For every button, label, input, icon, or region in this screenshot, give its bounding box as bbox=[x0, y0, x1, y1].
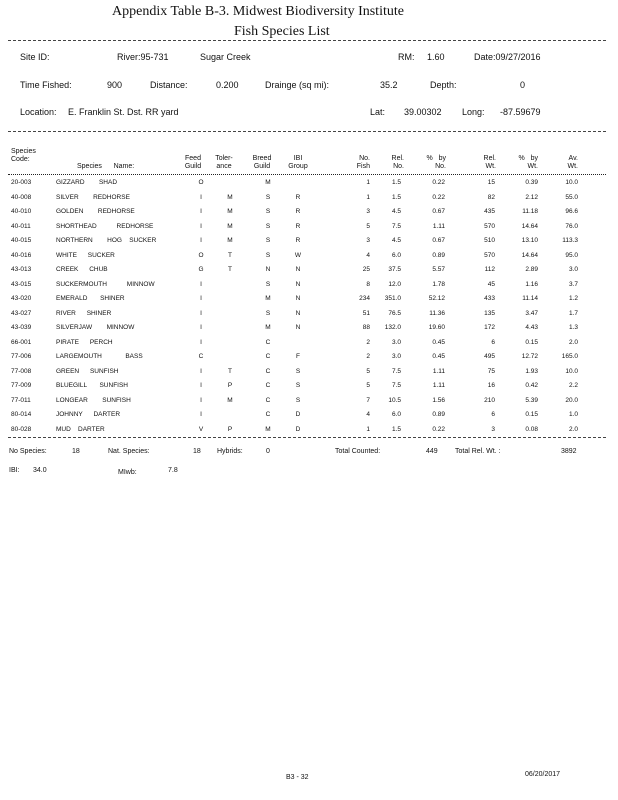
cell-relwt: 510 bbox=[484, 237, 495, 244]
cell-relwt: 210 bbox=[484, 396, 495, 404]
cell-feed: I bbox=[200, 396, 202, 404]
cell-feed: C bbox=[198, 353, 204, 360]
cell-ibi: D bbox=[295, 411, 301, 418]
header-species-code: Species Code: bbox=[11, 148, 36, 163]
cell-ibi: N bbox=[295, 295, 301, 302]
header-pct-wt: % by Wt. bbox=[518, 155, 538, 170]
cell-tol: T bbox=[228, 266, 232, 273]
cell-code: 80-014 bbox=[11, 411, 32, 418]
table-row bbox=[0, 206, 618, 217]
cell-relno: 6.0 bbox=[391, 251, 401, 259]
site-divider bbox=[8, 131, 606, 132]
cell-pctwt: 0.42 bbox=[525, 382, 538, 389]
page-number: B3 - 32 bbox=[286, 774, 309, 781]
cell-pctno: 0.22 bbox=[432, 179, 445, 186]
cell-avwt: 95.0 bbox=[565, 251, 578, 259]
cell-relwt: 172 bbox=[484, 324, 495, 331]
cell-ibi: F bbox=[296, 353, 300, 360]
cell-tol: M bbox=[227, 222, 233, 230]
cell-nofish: 8 bbox=[366, 280, 370, 288]
nat-species-value: 18 bbox=[193, 448, 201, 455]
hybrids-label: Hybrids: bbox=[217, 448, 243, 455]
cell-pctno: 0.45 bbox=[432, 353, 445, 360]
lat-label: Lat: bbox=[370, 107, 386, 117]
cell-pctwt: 13.10 bbox=[521, 237, 538, 244]
cell-ibi: R bbox=[295, 237, 301, 244]
cell-avwt: 96.6 bbox=[565, 208, 578, 215]
cell-pctno: 1.11 bbox=[432, 367, 445, 375]
report-title: Appendix Table B-3. Midwest Biodiversity Institute bbox=[112, 4, 404, 19]
cell-ibi: N bbox=[295, 266, 301, 273]
cell-avwt: 10.0 bbox=[565, 367, 578, 375]
cell-ibi: N bbox=[295, 280, 301, 288]
cell-nofish: 25 bbox=[362, 266, 370, 273]
long-value: -87.59679 bbox=[500, 107, 541, 117]
cell-avwt: 1.0 bbox=[568, 411, 578, 418]
cell-code: 40-008 bbox=[11, 193, 32, 201]
header-no-fish: No. Fish bbox=[356, 155, 370, 170]
header-species-name: Species Name: bbox=[77, 163, 135, 170]
drainage-value: 35.2 bbox=[380, 80, 398, 90]
cell-pctwt: 0.15 bbox=[525, 411, 538, 418]
cell-pctwt: 14.64 bbox=[521, 251, 538, 259]
cell-avwt: 2.0 bbox=[568, 338, 578, 346]
cell-name: RIVER SHINER bbox=[56, 309, 112, 317]
cell-pctno: 11.36 bbox=[429, 309, 445, 317]
cell-pctwt: 0.39 bbox=[525, 179, 538, 186]
cell-nofish: 5 bbox=[366, 382, 370, 389]
cell-nofish: 234 bbox=[359, 295, 370, 302]
cell-feed: I bbox=[200, 309, 202, 317]
cell-relwt: 495 bbox=[484, 353, 495, 360]
cell-relno: 76.5 bbox=[388, 309, 401, 317]
cell-relwt: 135 bbox=[484, 309, 495, 317]
rm-label: RM: bbox=[398, 52, 415, 62]
no-species-value: 18 bbox=[72, 448, 80, 455]
table-row bbox=[0, 337, 618, 348]
cell-tol: P bbox=[227, 382, 233, 389]
cell-feed: V bbox=[198, 425, 204, 433]
cell-breed: C bbox=[265, 338, 271, 346]
cell-feed: I bbox=[200, 382, 202, 389]
table-row bbox=[0, 279, 618, 290]
table-row bbox=[0, 351, 618, 362]
cell-breed: C bbox=[265, 396, 271, 404]
cell-relno: 6.0 bbox=[391, 411, 401, 418]
cell-pctwt: 1.93 bbox=[525, 367, 538, 375]
lat-value: 39.00302 bbox=[404, 107, 442, 117]
cell-breed: M bbox=[265, 295, 271, 302]
table-row bbox=[0, 308, 618, 319]
cell-breed: C bbox=[265, 353, 271, 360]
table-row bbox=[0, 380, 618, 391]
print-date: 06/20/2017 bbox=[525, 771, 561, 778]
cell-breed: N bbox=[265, 266, 271, 273]
cell-tol: T bbox=[228, 367, 232, 375]
cell-code: 66-001 bbox=[11, 338, 32, 346]
cell-tol: M bbox=[227, 193, 233, 201]
cell-pctwt: 11.18 bbox=[522, 208, 538, 215]
cell-name: SILVERJAW MINNOW bbox=[56, 324, 135, 331]
cell-relno: 1.5 bbox=[391, 425, 401, 433]
header-divider bbox=[8, 174, 606, 175]
cell-nofish: 3 bbox=[366, 237, 370, 244]
cell-nofish: 2 bbox=[366, 353, 370, 360]
header-breed-guild: Breed Guild bbox=[252, 155, 272, 170]
cell-avwt: 10.0 bbox=[565, 179, 578, 186]
cell-name: GIZZARD SHAD bbox=[56, 179, 118, 186]
cell-code: 40-016 bbox=[11, 251, 32, 259]
cell-ibi: D bbox=[295, 425, 301, 433]
cell-code: 43-039 bbox=[11, 324, 32, 331]
cell-name: LARGEMOUTH BASS bbox=[56, 353, 143, 360]
cell-breed: C bbox=[265, 411, 271, 418]
cell-breed: S bbox=[265, 222, 271, 230]
cell-nofish: 3 bbox=[366, 208, 370, 215]
table-row bbox=[0, 322, 618, 333]
site-id-label: Site ID: bbox=[20, 52, 50, 62]
cell-ibi: R bbox=[295, 193, 301, 201]
total-rel-wt-label: Total Rel. Wt. : bbox=[455, 448, 501, 455]
cell-relno: 7.5 bbox=[391, 367, 401, 375]
header-tolerance: Toler- ance bbox=[215, 155, 233, 170]
table-bottom-divider bbox=[8, 437, 606, 438]
cell-code: 43-020 bbox=[11, 295, 32, 302]
cell-relno: 3.0 bbox=[391, 353, 401, 360]
drainage-label: Drainge (sq mi): bbox=[265, 80, 330, 90]
cell-avwt: 1.2 bbox=[568, 295, 578, 302]
cell-nofish: 2 bbox=[366, 338, 370, 346]
table-row bbox=[0, 366, 618, 377]
cell-code: 77-006 bbox=[11, 353, 32, 360]
cell-relwt: 82 bbox=[487, 193, 495, 201]
cell-name: BLUEGILL SUNFISH bbox=[56, 382, 129, 389]
cell-breed: C bbox=[265, 367, 271, 375]
cell-pctno: 52.12 bbox=[428, 295, 445, 302]
cell-ibi: W bbox=[294, 251, 302, 259]
cell-avwt: 3.0 bbox=[568, 266, 578, 273]
cell-code: 40-015 bbox=[11, 237, 32, 244]
cell-pctwt: 12.72 bbox=[521, 353, 538, 360]
location-value: E. Franklin St. Dst. RR yard bbox=[68, 107, 179, 117]
cell-relno: 132.0 bbox=[384, 324, 401, 331]
cell-name: NORTHERN HOG SUCKER bbox=[56, 237, 157, 244]
cell-tol: M bbox=[227, 396, 233, 404]
cell-feed: G bbox=[198, 266, 204, 273]
cell-code: 40-011 bbox=[11, 222, 31, 230]
cell-name: MUD DARTER bbox=[56, 425, 105, 433]
table-row bbox=[0, 293, 618, 304]
cell-feed: O bbox=[198, 179, 204, 186]
cell-name: GREEN SUNFISH bbox=[56, 367, 119, 375]
cell-code: 77-009 bbox=[11, 382, 32, 389]
cell-ibi: S bbox=[295, 367, 301, 375]
cell-name: CREEK CHUB bbox=[56, 266, 108, 273]
cell-relno: 12.0 bbox=[388, 280, 401, 288]
cell-pctwt: 1.16 bbox=[525, 280, 538, 288]
cell-relno: 4.5 bbox=[391, 208, 401, 215]
cell-feed: I bbox=[200, 324, 202, 331]
report-subtitle: Fish Species List bbox=[234, 24, 330, 39]
cell-relwt: 433 bbox=[484, 295, 495, 302]
cell-nofish: 7 bbox=[366, 396, 370, 404]
cell-pctwt: 0.08 bbox=[525, 425, 538, 433]
cell-code: 43-015 bbox=[11, 280, 32, 288]
cell-pctwt: 14.64 bbox=[521, 222, 538, 230]
cell-pctwt: 3.47 bbox=[525, 309, 538, 317]
cell-pctwt: 2.12 bbox=[525, 193, 538, 201]
location-label: Location: bbox=[20, 107, 57, 117]
cell-nofish: 1 bbox=[366, 179, 370, 186]
cell-nofish: 5 bbox=[366, 222, 370, 230]
sample-date: Date:09/27/2016 bbox=[474, 52, 541, 62]
cell-relwt: 3 bbox=[491, 425, 495, 433]
cell-relno: 351.0 bbox=[384, 295, 401, 302]
cell-feed: I bbox=[200, 338, 202, 346]
cell-pctno: 0.67 bbox=[432, 208, 445, 215]
cell-code: 80-028 bbox=[11, 425, 32, 433]
table-row bbox=[0, 264, 618, 275]
header-rel-no: Rel. No. bbox=[391, 155, 404, 170]
table-row bbox=[0, 235, 618, 246]
cell-feed: I bbox=[200, 237, 202, 244]
cell-nofish: 1 bbox=[366, 193, 370, 201]
cell-feed: I bbox=[200, 295, 202, 302]
cell-pctwt: 0.15 bbox=[525, 338, 538, 346]
cell-avwt: 55.0 bbox=[565, 193, 578, 201]
rm-value: 1.60 bbox=[427, 52, 445, 62]
table-row bbox=[0, 177, 618, 188]
cell-pctno: 1.56 bbox=[432, 396, 445, 404]
cell-breed: M bbox=[265, 179, 271, 186]
cell-name: PIRATE PERCH bbox=[56, 338, 113, 346]
cell-code: 77-008 bbox=[11, 367, 32, 375]
no-species-label: No Species: bbox=[9, 448, 47, 455]
cell-avwt: 1.3 bbox=[568, 324, 578, 331]
river-code: River:95-731 bbox=[117, 52, 169, 62]
cell-relno: 7.5 bbox=[391, 222, 401, 230]
cell-breed: S bbox=[265, 309, 271, 317]
cell-relwt: 570 bbox=[484, 251, 495, 259]
ibi-value: 34.0 bbox=[33, 467, 47, 474]
cell-breed: S bbox=[265, 251, 271, 259]
miwb-label: MIwb: bbox=[118, 469, 137, 476]
total-counted-value: 449 bbox=[426, 448, 438, 455]
cell-relno: 1.5 bbox=[391, 179, 401, 186]
cell-relno: 4.5 bbox=[391, 237, 401, 244]
cell-code: 40-010 bbox=[11, 208, 32, 215]
cell-relwt: 45 bbox=[487, 280, 495, 288]
time-fished-label: Time Fished: bbox=[20, 80, 72, 90]
cell-breed: S bbox=[265, 280, 271, 288]
cell-relwt: 15 bbox=[487, 179, 495, 186]
cell-code: 20-003 bbox=[11, 179, 32, 186]
title-divider bbox=[8, 40, 606, 41]
total-rel-wt-value: 3892 bbox=[561, 448, 577, 455]
cell-avwt: 2.0 bbox=[568, 425, 578, 433]
cell-feed: I bbox=[200, 280, 202, 288]
cell-breed: M bbox=[265, 425, 271, 433]
cell-relno: 7.5 bbox=[391, 382, 401, 389]
cell-nofish: 4 bbox=[366, 251, 370, 259]
cell-code: 77-011 bbox=[11, 396, 31, 404]
cell-relwt: 435 bbox=[484, 208, 495, 215]
cell-ibi: S bbox=[295, 382, 301, 389]
cell-tol: P bbox=[227, 425, 233, 433]
header-rel-wt: Rel. Wt. bbox=[483, 155, 496, 170]
distance-value: 0.200 bbox=[216, 80, 239, 90]
total-counted-label: Total Counted: bbox=[335, 448, 381, 455]
cell-name: GOLDEN REDHORSE bbox=[56, 208, 135, 215]
cell-relno: 3.0 bbox=[391, 338, 401, 346]
cell-nofish: 88 bbox=[362, 324, 370, 331]
cell-ibi: R bbox=[295, 208, 301, 215]
cell-tol: M bbox=[227, 237, 233, 244]
cell-avwt: 1.7 bbox=[568, 309, 578, 317]
cell-pctno: 1.11 bbox=[432, 382, 445, 389]
cell-relwt: 112 bbox=[484, 266, 495, 273]
cell-ibi: N bbox=[295, 309, 301, 317]
cell-breed: C bbox=[265, 382, 271, 389]
cell-pctno: 0.89 bbox=[432, 411, 445, 418]
cell-name: JOHNNY DARTER bbox=[56, 411, 121, 418]
table-row bbox=[0, 409, 618, 420]
header-ibi-group: IBI Group bbox=[288, 155, 308, 170]
cell-nofish: 1 bbox=[366, 425, 370, 433]
header-av-wt: Av. Wt. bbox=[567, 155, 578, 170]
table-row bbox=[0, 424, 618, 435]
cell-feed: I bbox=[200, 411, 202, 418]
ibi-label: IBI: bbox=[9, 467, 20, 474]
cell-pctno: 0.89 bbox=[432, 251, 445, 259]
cell-feed: I bbox=[200, 208, 202, 215]
cell-pctwt: 11.14 bbox=[522, 295, 538, 302]
depth-value: 0 bbox=[520, 80, 526, 90]
cell-feed: I bbox=[200, 222, 202, 230]
cell-name: SILVER REDHORSE bbox=[56, 193, 130, 201]
cell-feed: I bbox=[200, 367, 202, 375]
depth-label: Depth: bbox=[430, 80, 457, 90]
cell-pctno: 5.57 bbox=[432, 266, 445, 273]
cell-relwt: 16 bbox=[487, 382, 495, 389]
cell-relno: 10.5 bbox=[388, 396, 401, 404]
cell-relwt: 570 bbox=[484, 222, 495, 230]
header-pct-no: % by No. bbox=[426, 155, 446, 170]
cell-pctno: 0.67 bbox=[432, 237, 445, 244]
cell-ibi: N bbox=[295, 324, 301, 331]
cell-avwt: 165.0 bbox=[561, 353, 578, 360]
cell-tol: M bbox=[227, 208, 233, 215]
distance-label: Distance: bbox=[150, 80, 188, 90]
cell-name: SUCKERMOUTH MINNOW bbox=[56, 280, 155, 288]
cell-ibi: R bbox=[295, 222, 301, 230]
cell-breed: M bbox=[265, 324, 271, 331]
cell-feed: O bbox=[198, 251, 204, 259]
cell-relno: 37.5 bbox=[388, 266, 401, 273]
cell-name: EMERALD SHINER bbox=[56, 295, 125, 302]
cell-pctno: 19.60 bbox=[428, 324, 445, 331]
cell-pctno: 0.22 bbox=[432, 425, 445, 433]
cell-pctwt: 2.89 bbox=[525, 266, 538, 273]
table-row bbox=[0, 192, 618, 203]
cell-name: LONGEAR SUNFISH bbox=[56, 396, 131, 404]
cell-name: SHORTHEAD REDHORSE bbox=[56, 222, 154, 230]
cell-relno: 1.5 bbox=[391, 193, 401, 201]
miwb-value: 7.8 bbox=[168, 467, 178, 474]
cell-avwt: 2.2 bbox=[568, 382, 578, 389]
time-fished-value: 900 bbox=[107, 80, 123, 90]
long-label: Long: bbox=[462, 107, 485, 117]
cell-name: WHITE SUCKER bbox=[56, 251, 115, 259]
cell-nofish: 5 bbox=[366, 367, 370, 375]
hybrids-value: 0 bbox=[266, 448, 270, 455]
cell-avwt: 76.0 bbox=[565, 222, 578, 230]
cell-relwt: 75 bbox=[487, 367, 495, 375]
cell-pctwt: 4.43 bbox=[525, 324, 538, 331]
cell-nofish: 51 bbox=[362, 309, 370, 317]
cell-pctno: 1.11 bbox=[432, 222, 445, 230]
cell-nofish: 4 bbox=[366, 411, 370, 418]
nat-species-label: Nat. Species: bbox=[108, 448, 150, 455]
cell-feed: I bbox=[200, 193, 202, 201]
cell-relwt: 6 bbox=[491, 411, 495, 418]
cell-code: 43-027 bbox=[11, 309, 32, 317]
cell-pctno: 1.78 bbox=[432, 280, 445, 288]
header-feed-guild: Feed Guild bbox=[184, 155, 202, 170]
cell-relwt: 6 bbox=[491, 338, 495, 346]
cell-avwt: 20.0 bbox=[565, 396, 578, 404]
table-row bbox=[0, 221, 618, 232]
table-row bbox=[0, 395, 618, 406]
cell-ibi: S bbox=[295, 396, 301, 404]
cell-avwt: 3.7 bbox=[568, 280, 578, 288]
cell-pctno: 0.22 bbox=[432, 193, 445, 201]
cell-code: 43-013 bbox=[11, 266, 32, 273]
cell-breed: S bbox=[265, 208, 271, 215]
cell-pctno: 0.45 bbox=[432, 338, 445, 346]
cell-pctwt: 5.39 bbox=[525, 396, 538, 404]
cell-breed: S bbox=[265, 237, 271, 244]
cell-avwt: 113.3 bbox=[562, 237, 578, 244]
cell-breed: S bbox=[265, 193, 271, 201]
cell-tol: T bbox=[228, 251, 232, 259]
table-row bbox=[0, 250, 618, 261]
stream-name: Sugar Creek bbox=[200, 52, 251, 62]
